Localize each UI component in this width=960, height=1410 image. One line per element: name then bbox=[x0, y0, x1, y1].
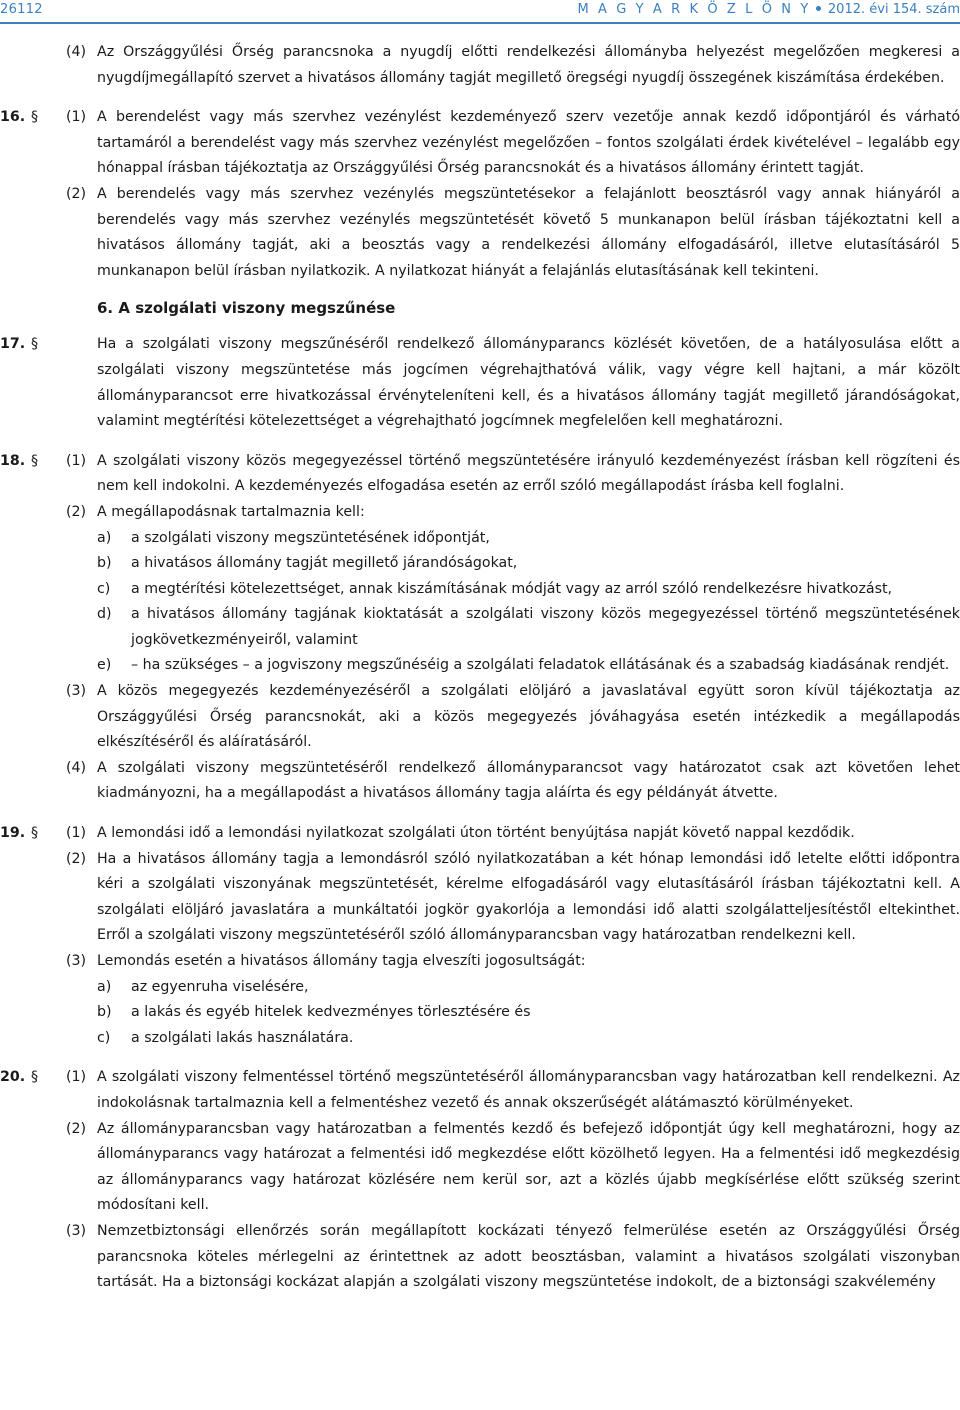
paragraph-number: (2) bbox=[66, 1120, 87, 1137]
paragraph-15-4 bbox=[0, 40, 960, 91]
list-item-text: a hivatásos állomány tagját megillető járandóságokat, bbox=[131, 555, 518, 572]
list-item bbox=[97, 1026, 960, 1052]
list-item-text: a szolgálati viszony megszüntetésének időpontját, bbox=[131, 529, 490, 546]
section-19-paragraph-2 bbox=[0, 847, 960, 949]
list-item-letter: d) bbox=[97, 606, 112, 623]
paragraph-number: (1) bbox=[66, 1069, 87, 1086]
list-item bbox=[97, 1000, 960, 1026]
header-rule bbox=[0, 22, 960, 24]
list-item bbox=[97, 602, 960, 653]
section-20-paragraph-3 bbox=[0, 1219, 960, 1296]
paragraph-number: (4) bbox=[66, 759, 87, 776]
paragraph-text: Lemondás esetén a hivatásos állomány tagja elveszíti jogosultságát: bbox=[97, 953, 586, 969]
paragraph-text: Ha a szolgálati viszony megszűnéséről rendelkező állományparancs közlését követően, de a hatályosulása előtt a szolgálati viszony megszüntetése más jogcímen végrehajthatóvá válik, vagy végre kell hajtani, a már közölt állományparancsot erre hivatkozással érvényteleníteni kell, és a hivatásos állomány tagját megillető járandóságokat, valamint megtérítési kötelezettséget a végrehajtható jogcímnek megfelelően kell meghatározni. bbox=[97, 336, 960, 430]
section-19 bbox=[0, 821, 960, 847]
document-body bbox=[0, 40, 960, 1296]
paragraph-number: (3) bbox=[66, 683, 87, 700]
list-item-letter: e) bbox=[97, 657, 112, 674]
paragraph-number: (3) bbox=[66, 953, 87, 969]
page-number: 26112 bbox=[0, 2, 43, 17]
paragraph-text: A berendelés vagy más szervhez vezénylés megszüntetésekor a felajánlott beosztásról vagy annak hiányáról a berendelés vagy más szervhez vezénylés megszüntetését követő 5 munkanapon belül írásban tájékoztatni kell a hivatásos állomány tagját, aki a beosztás vagy a rendelkezési állomány elfogadásáról, illetve elutasításáról 5 munkanapon belül írásban nyilatkozik. A nyilatkozat hiányát a felajánlás elutasításának kell tekinteni. bbox=[97, 185, 960, 279]
spacer bbox=[0, 91, 960, 105]
section-number: 16. bbox=[0, 109, 26, 126]
paragraph-number: (3) bbox=[66, 1222, 87, 1239]
paragraph-text: Ha a hivatásos állomány tagja a lemondásról szóló nyilatkozatában a két hónap lemondási idő letelte előtti időpontra kéri a szolgálati viszonyának megszüntetését, kérelme elfogadásáról vagy elutasításáról írásban tájékoztatni kell. A szolgálati elöljáró javaslatára a munkáltatói jogkör gyakorlója a lemondási idő alatti szolgálatteljesítéstől eltekinthet. Erről a szolgálati viszony megszüntetéséről szóló állományparancsban vagy határozatban rendelkezni kell. bbox=[97, 850, 960, 944]
list-item-text: a szolgálati lakás használatára. bbox=[131, 1029, 354, 1046]
spacer bbox=[0, 435, 960, 449]
list-item-letter: a) bbox=[97, 529, 112, 546]
paragraph-text: A közös megegyezés kezdeményezéséről a szolgálati elöljáró a javaslatával együtt soron kívül tájékoztatja az Országgyűlési Őrség parancsnokát, aki a közös megegyezés jóváhagyása esetén intézkedik a megállapodás elkészítéséről és aláíratásáról. bbox=[97, 683, 960, 751]
paragraph-text: A szolgálati viszony közös megegyezéssel történő megszüntetésére irányuló kezdeményezést írásban kell rögzíteni és nem kell indokolni. A kezdeményezés elfogadása esetén az erről szóló megállapodást írásba kell foglalni. bbox=[97, 452, 960, 495]
section-sign: § bbox=[31, 452, 39, 469]
section-16 bbox=[0, 105, 960, 182]
section-number: 17. bbox=[0, 336, 26, 353]
section-20 bbox=[0, 1065, 960, 1116]
list-item-text: a megtérítési kötelezettséget, annak kiszámításának módját vagy az arról szóló rendelkezésre hivatkozást, bbox=[131, 580, 893, 597]
paragraph-text: A szolgálati viszony megszüntetéséről rendelkező állományparancsot vagy határozatot csak azt követően lehet kiadmányozni, ha a megállapodást a hivatásos állomány tagja aláírta és egy példányát átvette. bbox=[97, 759, 960, 802]
list-item-letter: b) bbox=[97, 1004, 112, 1021]
section-sign: § bbox=[31, 336, 39, 353]
list-item-letter: a) bbox=[97, 978, 112, 995]
section-16-paragraph-2 bbox=[0, 182, 960, 284]
section-18-paragraph-3 bbox=[0, 679, 960, 756]
paragraph-text: Nemzetbiztonsági ellenőrzés során megállapított kockázati tényező felmerülése esetén az Országgyűlési Őrség parancsnoka köteles mérlegelni az érintettnek az adott beosztásban, valamint a hivatásos szolgálati viszonyban tartását. Ha a biztonsági kockázat alapján a szolgálati viszony megszüntetése indokolt, de a biztonsági szakvélemény bbox=[97, 1222, 960, 1291]
list-item-text: az egyenruha viselésére, bbox=[131, 978, 309, 995]
list-item bbox=[97, 577, 960, 603]
section-18-paragraph-4 bbox=[0, 756, 960, 807]
section-19-paragraph-3 bbox=[0, 949, 960, 975]
paragraph-number: (2) bbox=[66, 850, 87, 867]
issue-label: 2012. évi 154. szám bbox=[827, 2, 960, 17]
paragraph-text: Az állományparancsban vagy határozatban a felmentés kezdő és befejező időpontját úgy kell meghatározni, hogy az állományparancs vagy határozat a felmentési idő megkezdése előtt közölhető legyen. Ha a felmentési idő megkezdésig az állományparancs vagy határozat közlésére nem kerül sor, azt a közlés újabb megkísérlése előtt szükség szerint módosítani kell. bbox=[97, 1120, 960, 1214]
section-18-paragraph-2 bbox=[0, 500, 960, 526]
publication-name: M A G Y A R K Ö Z L Ö N Y bbox=[577, 2, 811, 17]
section-20-paragraph-2 bbox=[0, 1117, 960, 1219]
list-item bbox=[97, 653, 960, 679]
paragraph-number: (1) bbox=[66, 825, 87, 842]
paragraph-text: A megállapodásnak tartalmaznia kell: bbox=[97, 503, 365, 520]
section-number: 18. bbox=[0, 452, 26, 469]
section-number: 19. bbox=[0, 825, 26, 842]
paragraph-text: Az Országgyűlési Őrség parancsnoka a nyugdíj előtti rendelkezési állományba helyezést megelőzően megkeresi a nyugdíjmegállapító szervet a hivatásos állomány tagját megillető öregségi nyugdíj összegének kiszámítása érdekében. bbox=[97, 44, 960, 86]
paragraph-number: (4) bbox=[66, 44, 87, 60]
list-item-letter: b) bbox=[97, 555, 112, 572]
list-item bbox=[97, 975, 960, 1001]
paragraph-text: A lemondási idő a lemondási nyilatkozat szolgálati úton történt benyújtása napját követő nappal kezdődik. bbox=[97, 825, 855, 842]
section-number: 20. bbox=[0, 1069, 26, 1086]
spacer bbox=[0, 807, 960, 821]
paragraph-number: (2) bbox=[66, 185, 87, 202]
running-title bbox=[577, 2, 960, 17]
list-item bbox=[97, 526, 960, 552]
page-header bbox=[0, 0, 960, 28]
paragraph-text: A szolgálati viszony felmentéssel történő megszüntetéséről állományparancsban vagy határozatban kell rendelkezni. Az indokolásnak tartalmaznia kell a felmentéshez vezető és annak okszerűségét alátámasztó körülményeket. bbox=[97, 1069, 960, 1111]
chapter-heading: 6. A szolgálati viszony megszűnése bbox=[97, 299, 396, 318]
section-17 bbox=[0, 332, 960, 434]
list-item bbox=[97, 551, 960, 577]
section-sign: § bbox=[31, 109, 39, 126]
section-sign: § bbox=[31, 1069, 39, 1086]
list-item-text: a hivatásos állomány tagjának kioktatását a szolgálati viszony közös megegyezéssel történő megszüntetésének jogkövetkezményeiről, valamint bbox=[131, 606, 960, 648]
list-item-letter: c) bbox=[97, 1029, 111, 1046]
list-item-text: a lakás és egyéb hitelek kedvezményes törlesztésére és bbox=[131, 1004, 531, 1021]
bullet-separator-icon bbox=[816, 6, 821, 11]
section-sign: § bbox=[31, 825, 39, 842]
paragraph-number: (2) bbox=[66, 503, 87, 520]
section-18 bbox=[0, 449, 960, 500]
list-item-text: – ha szükséges – a jogviszony megszűnéséig a szolgálati feladatok ellátásának és a szabadság kiadásának rendjét. bbox=[131, 657, 950, 674]
spacer bbox=[0, 1051, 960, 1065]
paragraph-number: (1) bbox=[66, 109, 87, 126]
paragraph-number: (1) bbox=[66, 452, 87, 469]
paragraph-text: A berendelést vagy más szervhez vezénylést kezdeményező szerv vezetője annak kezdő időpontjáról és várható tartamáról a berendelést vagy más szervhez vezénylést megelőzően – fontos szolgálati érdek kivételével – legalább egy hónappal írásban tájékoztatja az Országgyűlési Őrség parancsnokát és a hivatásos állomány érintett tagját. bbox=[97, 109, 960, 177]
list-item-letter: c) bbox=[97, 580, 111, 597]
